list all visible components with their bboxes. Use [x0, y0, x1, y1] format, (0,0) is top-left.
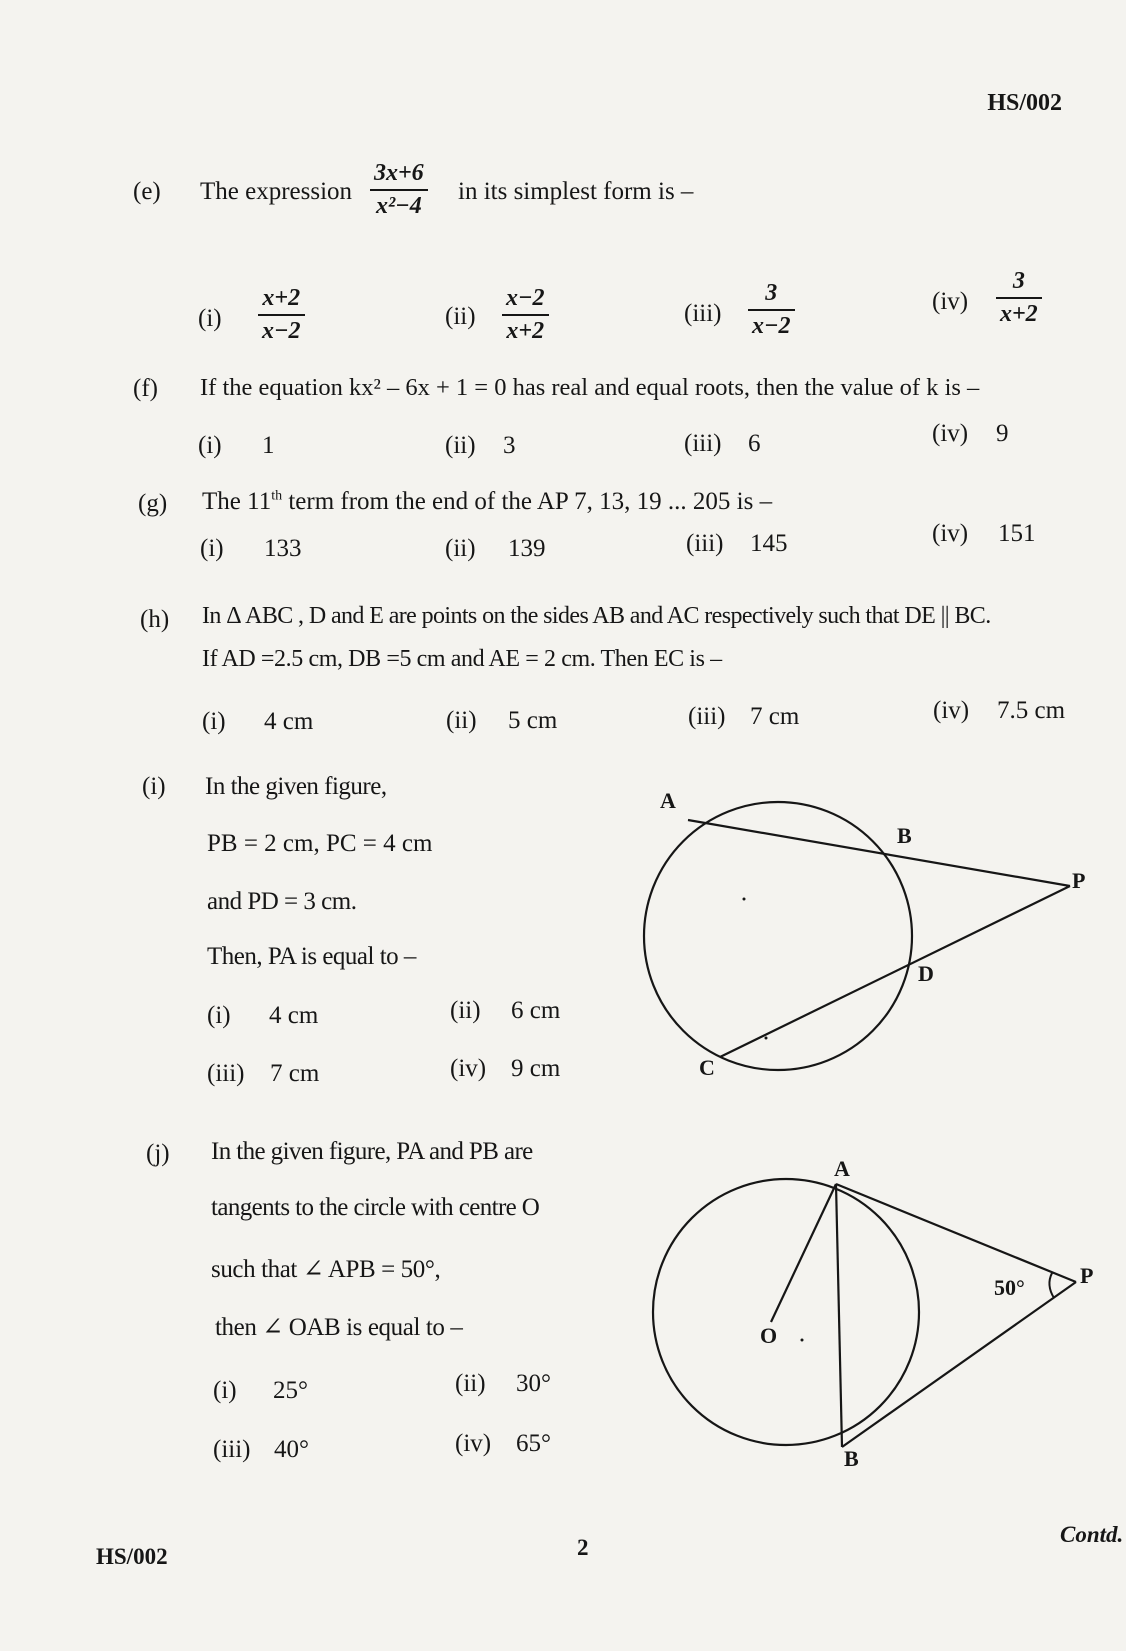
option-f-i-value: 1 — [262, 432, 275, 459]
angle-label-apb: 50° — [994, 1275, 1025, 1300]
chord-ab — [836, 1184, 842, 1447]
footer-code: HS/002 — [96, 1544, 168, 1569]
option-e-iii-label[interactable]: (iii) — [684, 300, 722, 327]
figure-tangents-circle — [653, 1179, 919, 1445]
option-h-ii-label[interactable]: (ii) — [446, 707, 477, 734]
option-j-ii-label[interactable]: (ii) — [455, 1370, 486, 1397]
option-g-ii-value: 139 — [508, 535, 546, 562]
question-e-text-before: The expression — [200, 178, 353, 205]
option-f-iv-label[interactable]: (iv) — [932, 420, 969, 447]
question-f-text: If the equation kx² – 6x + 1 = 0 has real and equal roots, then the value of k is – — [200, 374, 980, 401]
option-g-iv-label[interactable]: (iv) — [932, 520, 969, 547]
option-h-iii-value: 7 cm — [750, 703, 800, 730]
question-i-line1: In the given figure, — [205, 773, 387, 800]
option-g-i-value: 133 — [264, 535, 302, 562]
fraction-numerator: x−2 — [506, 285, 545, 311]
question-j-line4: then ∠ OAB is equal to – — [215, 1314, 463, 1341]
label-point-a: A — [834, 1156, 850, 1181]
option-g-iii-label[interactable]: (iii) — [686, 530, 724, 557]
option-h-ii-value: 5 cm — [508, 707, 558, 734]
question-h-line1: In Δ ABC , D and E are points on the sides AB and AC respectively such that DE || BC. — [202, 603, 991, 629]
option-i-iv-label[interactable]: (iv) — [450, 1055, 487, 1082]
question-i-line2: PB = 2 cm, PC = 4 cm — [207, 830, 433, 857]
question-i-line3: and PD = 3 cm. — [207, 888, 357, 915]
option-f-iii-label[interactable]: (iii) — [684, 430, 722, 457]
option-i-ii-label[interactable]: (ii) — [450, 997, 481, 1024]
header-code: HS/002 — [987, 90, 1062, 116]
option-i-i-value: 4 cm — [269, 1002, 319, 1029]
option-f-ii-label[interactable]: (ii) — [445, 432, 476, 459]
page-number: 2 — [577, 1535, 589, 1560]
expression-numerator: 3x+6 — [374, 160, 424, 186]
question-g-label: (g) — [138, 490, 168, 517]
option-j-iv-label[interactable]: (iv) — [455, 1430, 492, 1457]
fraction-denominator: x+2 — [996, 297, 1042, 328]
question-j-line3: such that ∠ APB = 50°, — [211, 1256, 441, 1283]
label-point-b: B — [844, 1446, 859, 1471]
option-j-iv-value: 65° — [516, 1430, 551, 1457]
option-i-iii-value: 7 cm — [270, 1060, 320, 1087]
fraction-denominator: x−2 — [258, 314, 305, 345]
option-e-ii-label[interactable]: (ii) — [445, 303, 476, 330]
question-j-label: (j) — [146, 1140, 170, 1167]
option-j-ii-value: 30° — [516, 1370, 551, 1397]
option-g-iii-value: 145 — [750, 530, 788, 557]
option-j-i-value: 25° — [273, 1377, 308, 1404]
option-i-iii-label[interactable]: (iii) — [207, 1060, 245, 1087]
label-point-a: A — [660, 788, 676, 813]
question-h-label: (h) — [140, 606, 170, 633]
angle-arc-apb — [1049, 1273, 1054, 1298]
option-e-iv-label[interactable]: (iv) — [932, 288, 969, 315]
question-g-ordinal-suffix: th — [271, 488, 283, 504]
label-point-p: P — [1072, 868, 1086, 893]
question-f-label: (f) — [133, 375, 158, 402]
option-f-iv-value: 9 — [996, 420, 1009, 447]
option-j-iii-label[interactable]: (iii) — [213, 1436, 251, 1463]
figure-tangents-dot — [801, 1339, 804, 1342]
option-f-iii-value: 6 — [748, 430, 761, 457]
question-i-label: (i) — [142, 773, 166, 800]
fraction-denominator: x−2 — [748, 309, 795, 340]
option-g-iv-value: 151 — [998, 520, 1036, 547]
question-j-line2: tangents to the circle with centre O — [211, 1194, 540, 1221]
expression-denominator: x²−4 — [370, 189, 428, 220]
option-h-iv-value: 7.5 cm — [997, 697, 1066, 724]
fraction-numerator: 3 — [1012, 268, 1025, 294]
tangent-pa — [836, 1184, 1076, 1282]
question-j-line1: In the given figure, PA and PB are — [211, 1138, 533, 1165]
option-i-ii-value: 6 cm — [511, 997, 561, 1024]
option-h-iv-label[interactable]: (iv) — [933, 697, 970, 724]
option-j-iii-value: 40° — [274, 1436, 309, 1463]
radius-oa — [771, 1184, 836, 1322]
option-f-ii-value: 3 — [503, 432, 516, 459]
fraction-numerator: x+2 — [262, 285, 301, 311]
option-h-i-value: 4 cm — [264, 708, 314, 735]
fraction-denominator: x+2 — [502, 314, 549, 345]
option-i-iv-value: 9 cm — [511, 1055, 561, 1082]
label-point-c: C — [699, 1055, 715, 1080]
option-j-i-label[interactable]: (i) — [213, 1377, 237, 1404]
question-e-text-after: in its simplest form is – — [458, 178, 694, 205]
option-f-i-label[interactable]: (i) — [198, 432, 222, 459]
option-e-i-label[interactable]: (i) — [198, 305, 222, 332]
question-e-label: (e) — [133, 178, 161, 205]
option-i-i-label[interactable]: (i) — [207, 1002, 231, 1029]
option-g-i-label[interactable]: (i) — [200, 535, 224, 562]
label-point-o: O — [760, 1323, 778, 1348]
question-g-text-a: The 11 — [202, 488, 272, 515]
question-h-line2: If AD =2.5 cm, DB =5 cm and AE = 2 cm. Then EC is – — [202, 646, 722, 672]
contd-note: Contd. — [1060, 1522, 1124, 1547]
label-point-d: D — [918, 961, 934, 986]
question-i-line4: Then, PA is equal to – — [207, 943, 416, 970]
option-g-ii-label[interactable]: (ii) — [445, 535, 476, 562]
label-point-p: P — [1080, 1263, 1094, 1288]
question-g-text-b: term from the end of the AP 7, 13, 19 ... 205 is – — [282, 488, 773, 515]
tangent-pb — [842, 1282, 1076, 1447]
option-h-iii-label[interactable]: (iii) — [688, 703, 726, 730]
fraction-numerator: 3 — [765, 280, 778, 306]
label-point-b: B — [897, 823, 912, 848]
option-h-i-label[interactable]: (i) — [202, 708, 226, 735]
